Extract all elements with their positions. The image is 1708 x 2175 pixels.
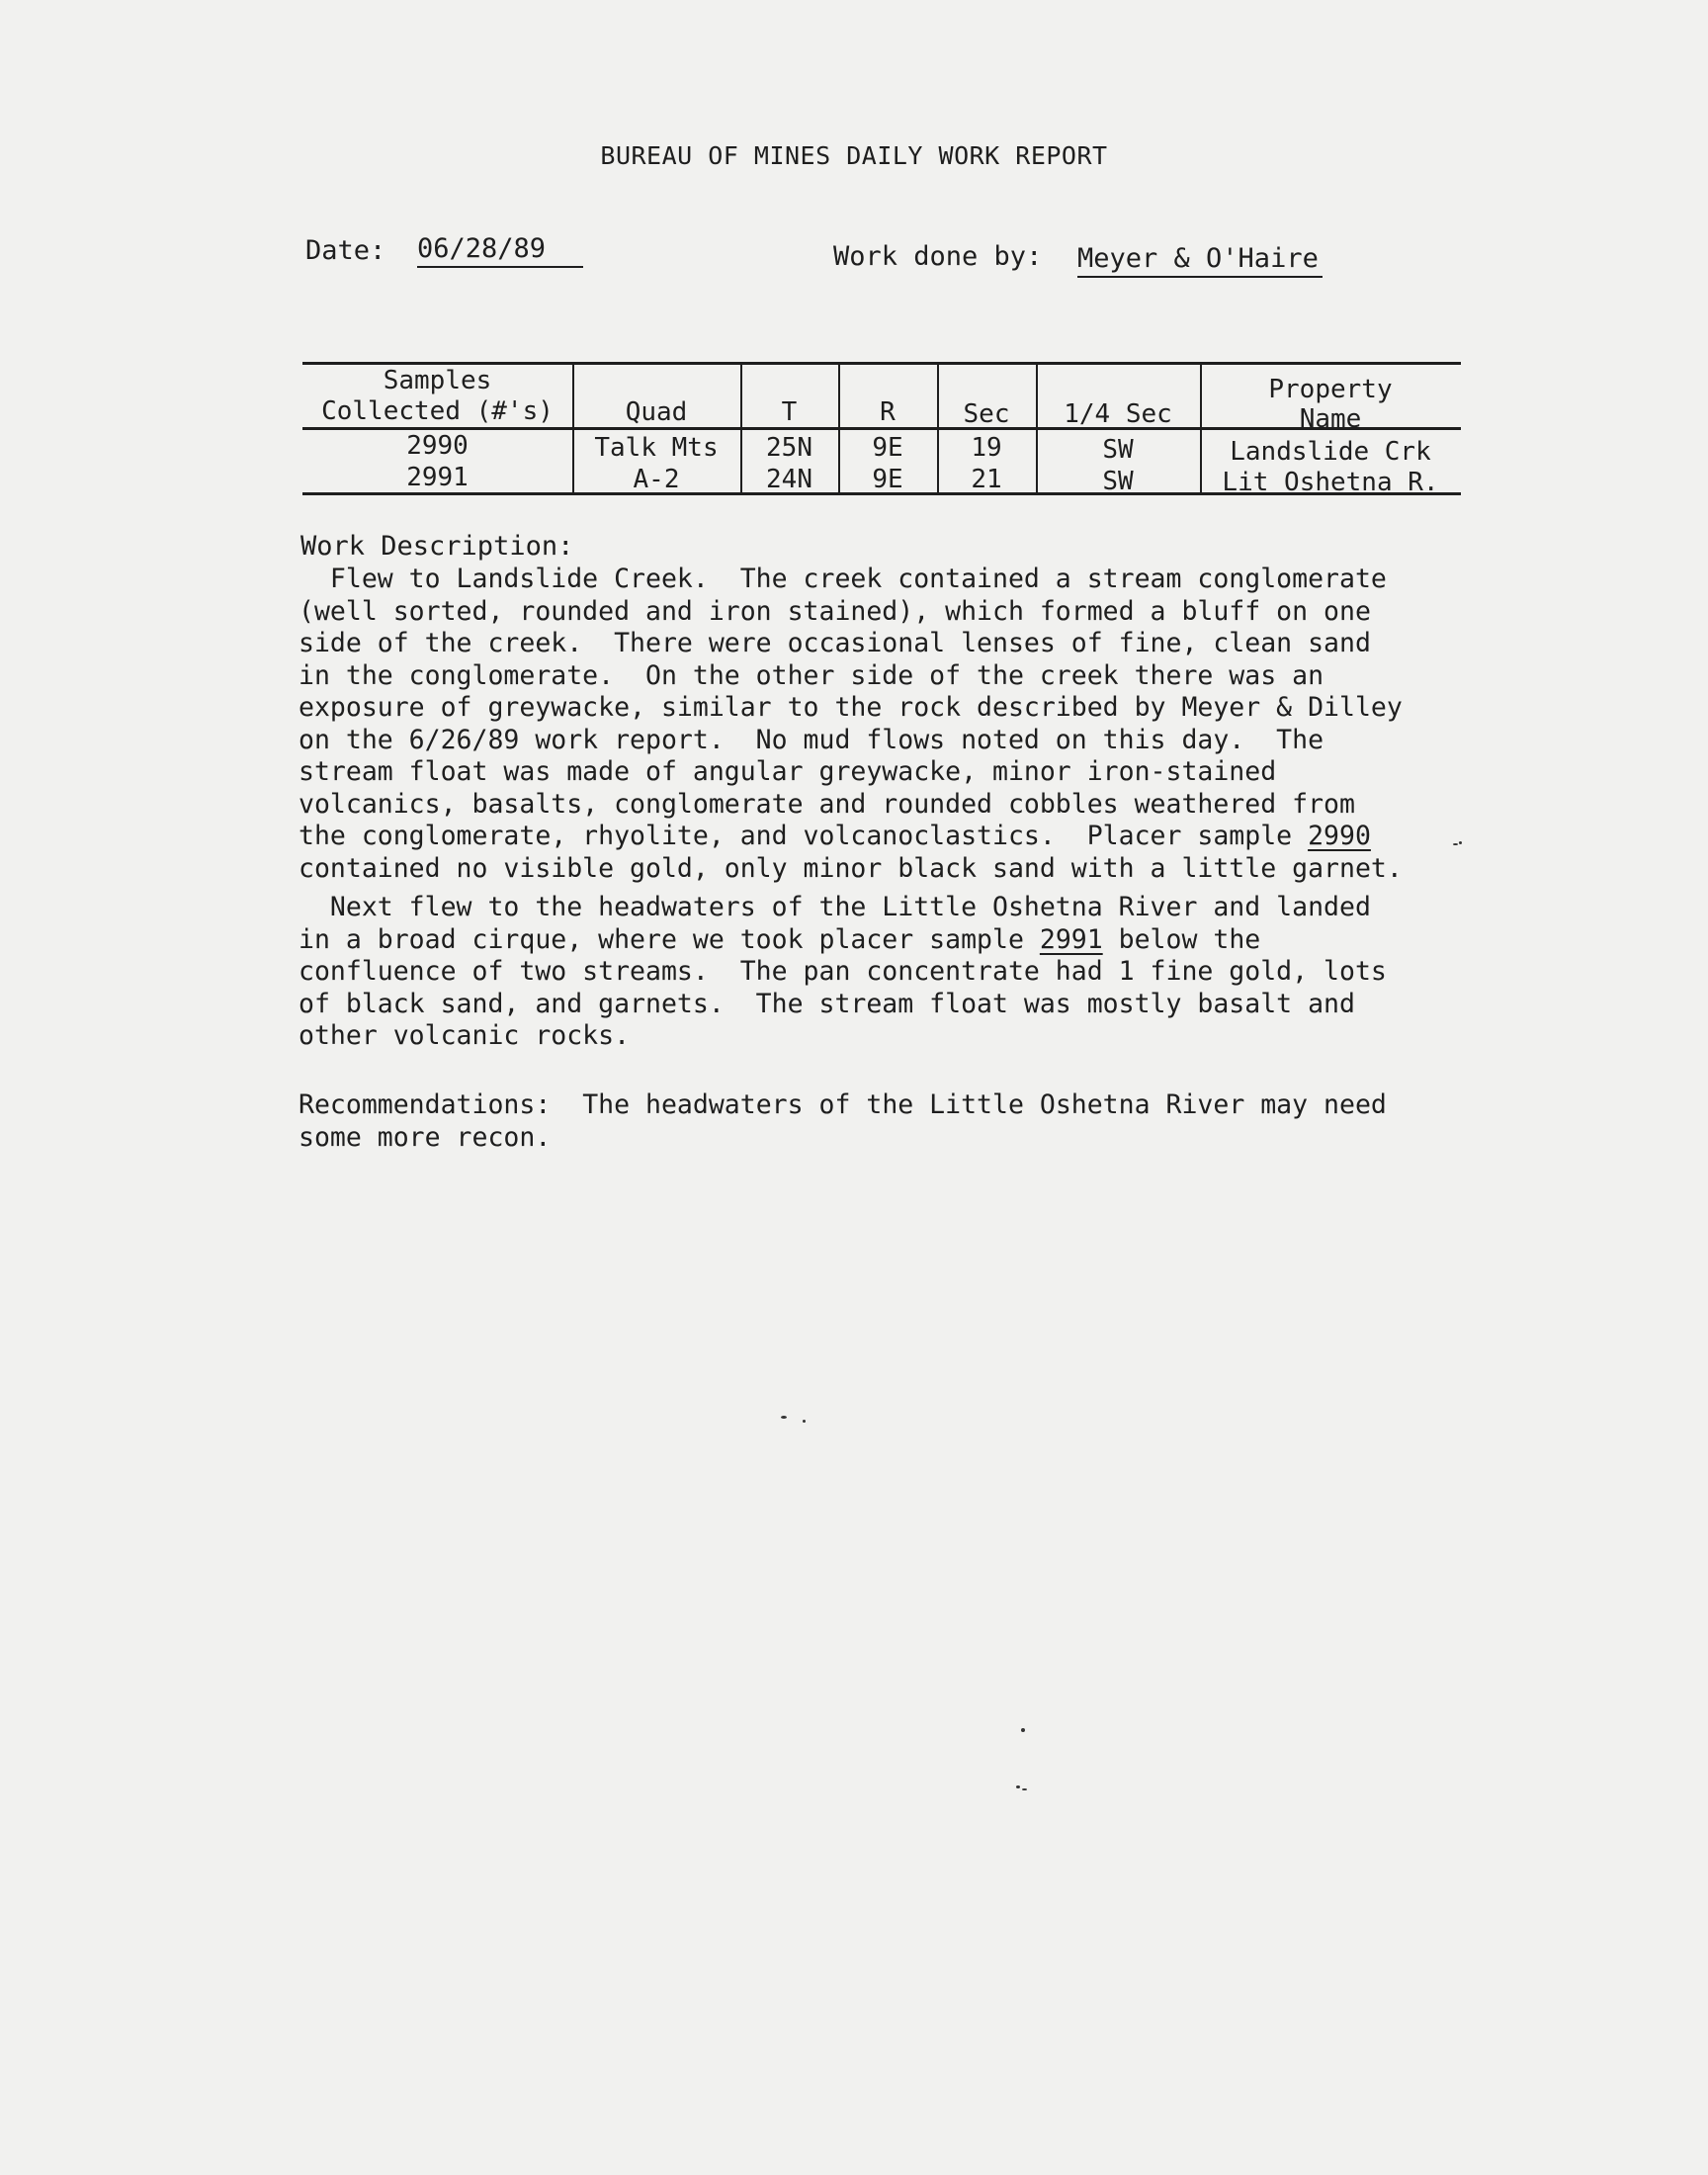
header-quad: Quad [625, 397, 688, 427]
table-cell-quarter-sec: SW [1102, 435, 1134, 465]
table-cell-quad: A-2 [633, 465, 680, 494]
scan-speck [1453, 843, 1458, 845]
table-cell-r: 9E [872, 433, 903, 463]
scan-speck [781, 1416, 787, 1419]
table-cell-t: 25N [766, 433, 812, 463]
table-cell-r: 9E [872, 465, 903, 494]
scan-speck [1459, 841, 1462, 844]
work-description-paragraph-2 [299, 892, 1475, 1053]
header-t: T [781, 397, 798, 427]
header-r: R [880, 397, 896, 427]
recommendations-block [299, 1089, 1475, 1154]
date-label: Date: [305, 235, 386, 266]
scan-speck [1016, 1785, 1020, 1788]
paragraph-text: below the confluence of two streams. The pan concentrate had 1 fine gold, lots of black sand, and garnets. The stream float was mostly basalt and other volcanic rocks. [299, 923, 1387, 1051]
paragraph-text: Next flew to the headwaters of the Little Oshetna River and landed in a broad cirque, where we took placer sample [299, 892, 1371, 955]
date-value: 06/28/89 [417, 233, 583, 268]
work-done-by-label: Work done by: [833, 241, 1043, 272]
sample-number-link: 2991 [1039, 923, 1103, 955]
work-done-by-value: Meyer & O'Haire [1077, 243, 1323, 278]
work-description-label: Work Description: [300, 531, 574, 562]
header-samples-collected: Collected (#'s) [321, 396, 554, 426]
samples-table [302, 362, 1461, 504]
table-cell-quad: Talk Mts [594, 433, 719, 463]
recommendations-text: The headwaters of the Little Oshetna River may need some more recon. [299, 1089, 1387, 1153]
header-property-name: Name [1299, 404, 1362, 434]
scan-speck [1021, 1728, 1025, 1732]
header-quarter-sec: 1/4 Sec [1064, 399, 1172, 429]
paragraph-text: contained no visible gold, only minor black sand with a little garnet. [299, 852, 1403, 884]
report-title: BUREAU OF MINES DAILY WORK REPORT [600, 141, 1108, 170]
table-top-rule [302, 362, 1461, 365]
work-description-paragraph-1 [299, 564, 1475, 885]
scan-speck [1022, 1788, 1027, 1790]
table-cell-quarter-sec: SW [1102, 467, 1134, 496]
table-cell-sec: 19 [971, 433, 1002, 463]
header-property: Property [1268, 375, 1393, 404]
header-samples: Samples [383, 366, 492, 395]
table-cell-property: Lit Oshetna R. [1222, 468, 1439, 497]
header-sec: Sec [963, 399, 1010, 429]
table-cell-sample: 2990 [406, 431, 469, 461]
recommendations-label: Recommendations: [299, 1089, 552, 1120]
table-cell-property: Landslide Crk [1230, 437, 1431, 467]
table-cell-sample: 2991 [406, 463, 469, 492]
paragraph-text: Flew to Landslide Creek. The creek contained a stream conglomerate (well sorted, rounded and iron stained), which formed a bluff on one side of the creek. There were occasional lenses of fine, clean sand in the conglomerate. On the other side of the creek there was an exposure of greywacke, similar to the rock described by Meyer & Dilley on the 6/26/89 work report. No mud flows noted on this day. The stream float was made of angular greywacke, minor iron-stained volcanics, basalts, conglomerate and rounded cobbles weathered from the conglomerate, rhyolite, and volcanoclastics. Placer sample [299, 564, 1403, 851]
scan-speck [803, 1420, 806, 1423]
table-cell-t: 24N [766, 465, 812, 494]
sample-number-link: 2990 [1308, 821, 1371, 851]
table-cell-sec: 21 [971, 465, 1002, 494]
